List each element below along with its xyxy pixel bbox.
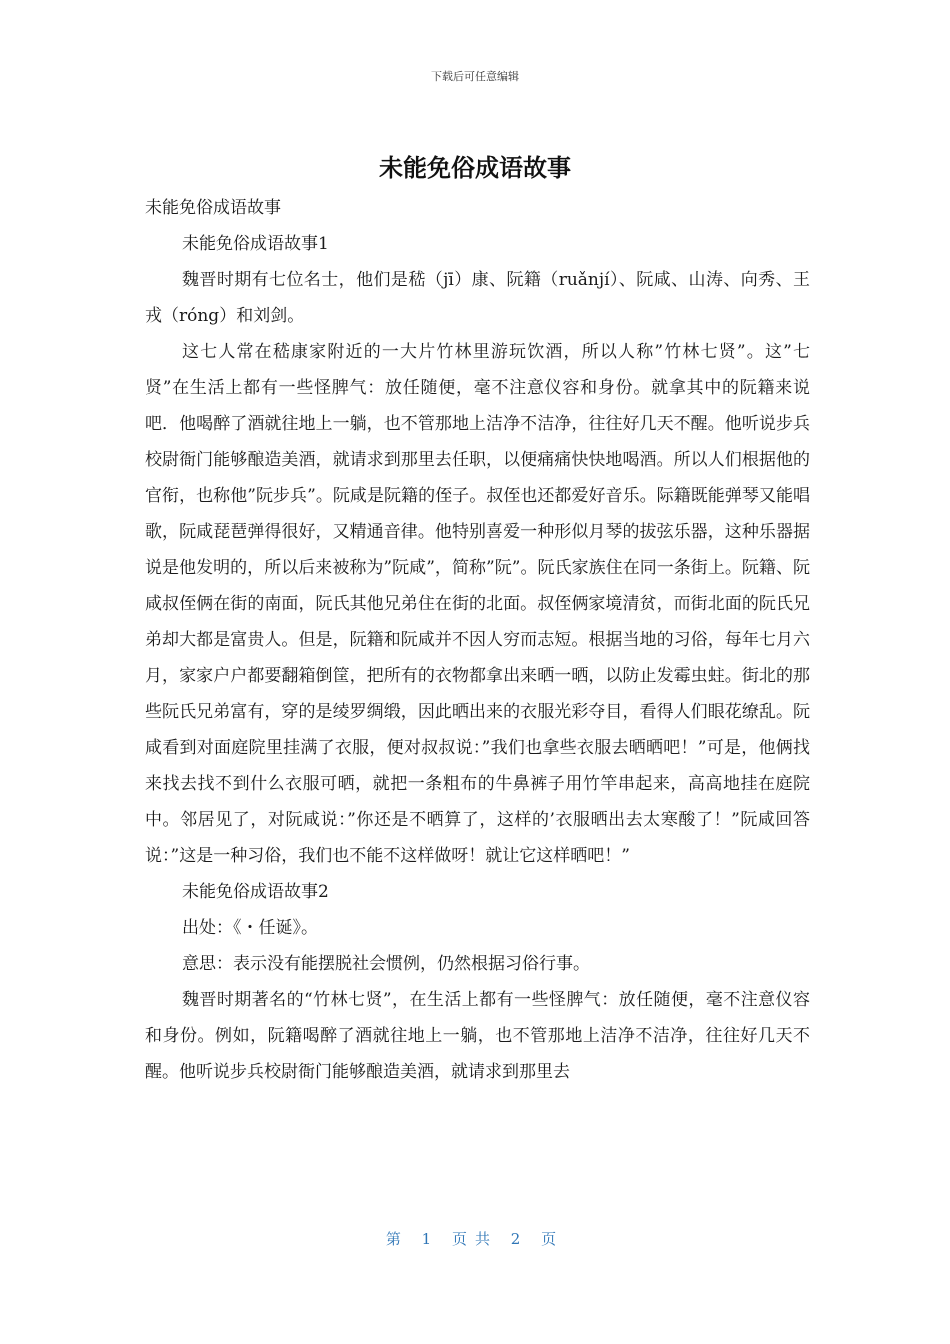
document-body bbox=[145, 190, 810, 1090]
story-1-heading: 未能免俗成语故事1 bbox=[182, 234, 329, 254]
body-paragraph: 这七人常在嵇康家附近的一大片竹林里游玩饮酒，所以人称”竹林七贤”。这”七贤”在生活上都有一些怪脾气：放任随便，毫不注意仪容和身份。就拿其中的阮籍来说吧．他喝醉了酒就往地上一躺，也不管那地上洁净不洁净，往往好几天不醒。他听说步兵校尉衙门能够酿造美酒，就请求到那里去任职，以便痛痛快快地喝酒。所以人们根据他的官衔，也称他”阮步兵”。阮咸是阮籍的侄子。叔侄也还都爱好音乐。际籍既能弹琴又能唱歌，阮咸琵琶弹得很好，又精通音律。他特别喜爱一种形似月琴的拔弦乐器，这种乐器据说是他发明的，所以后来被称为”阮咸”，简称”阮”。阮氏家族住在同一条街上。阮籍、阮咸叔侄俩在街的南面，阮氏其他兄弟住在街的北面。叔侄俩家境清贫，而街北面的阮氏兄弟却大都是富贵人。但是，阮籍和阮咸并不因人穷而志短。根据当地的习俗，每年七月六月，家家户户都要翻箱倒筐，把所有的衣物都拿出来晒一晒，以防止发霉虫蛀。街北的那些阮氏兄弟富有，穿的是绫罗绸缎，因此晒出来的衣服光彩夺目，看得人们眼花缭乱。阮咸看到对面庭院里挂满了衣服，便对叔叔说：”我们也拿些衣服去晒晒吧！”可是，他俩找来找去找不到什么衣服可晒，就把一条粗布的牛鼻裤子用竹竿串起来，高高地挂在庭院中。邻居见了，对阮咸说：”你还是不晒算了，这样的’衣服晒出去太寒酸了！”阮咸回答说：”这是一种习俗，我们也不能不这样做呀！就让它这样晒吧！” bbox=[145, 342, 810, 866]
header-note: 下载后可任意编辑 bbox=[431, 70, 519, 83]
page-footer: 第 1 页共 2 页 bbox=[385, 1230, 565, 1248]
source-paragraph: 出处：《・任诞》。 bbox=[182, 918, 318, 938]
document-title: 未能免俗成语故事 bbox=[379, 154, 571, 182]
body-paragraph: 魏晋时期著名的“竹林七贤”，在生活上都有一些怪脾气：放任随便，毫不注意仪容和身份。例如，阮籍喝醉了酒就往地上一躺，也不管那地上洁净不洁净，往往好几天不醒。他听说步兵校尉衙门能够酿造美酒，就请求到那里去 bbox=[145, 990, 810, 1082]
subtitle-paragraph: 未能免俗成语故事 bbox=[145, 198, 281, 218]
body-paragraph: 魏晋时期有七位名士，他们是嵇（jī）康、阮籍（ruǎnjí）、阮咸、山涛、向秀、王戎（róng）和刘剑。 bbox=[145, 270, 810, 326]
meaning-paragraph: 意思：表示没有能摆脱社会惯例，仍然根据习俗行事。 bbox=[182, 954, 590, 974]
story-2-heading: 未能免俗成语故事2 bbox=[182, 882, 329, 902]
